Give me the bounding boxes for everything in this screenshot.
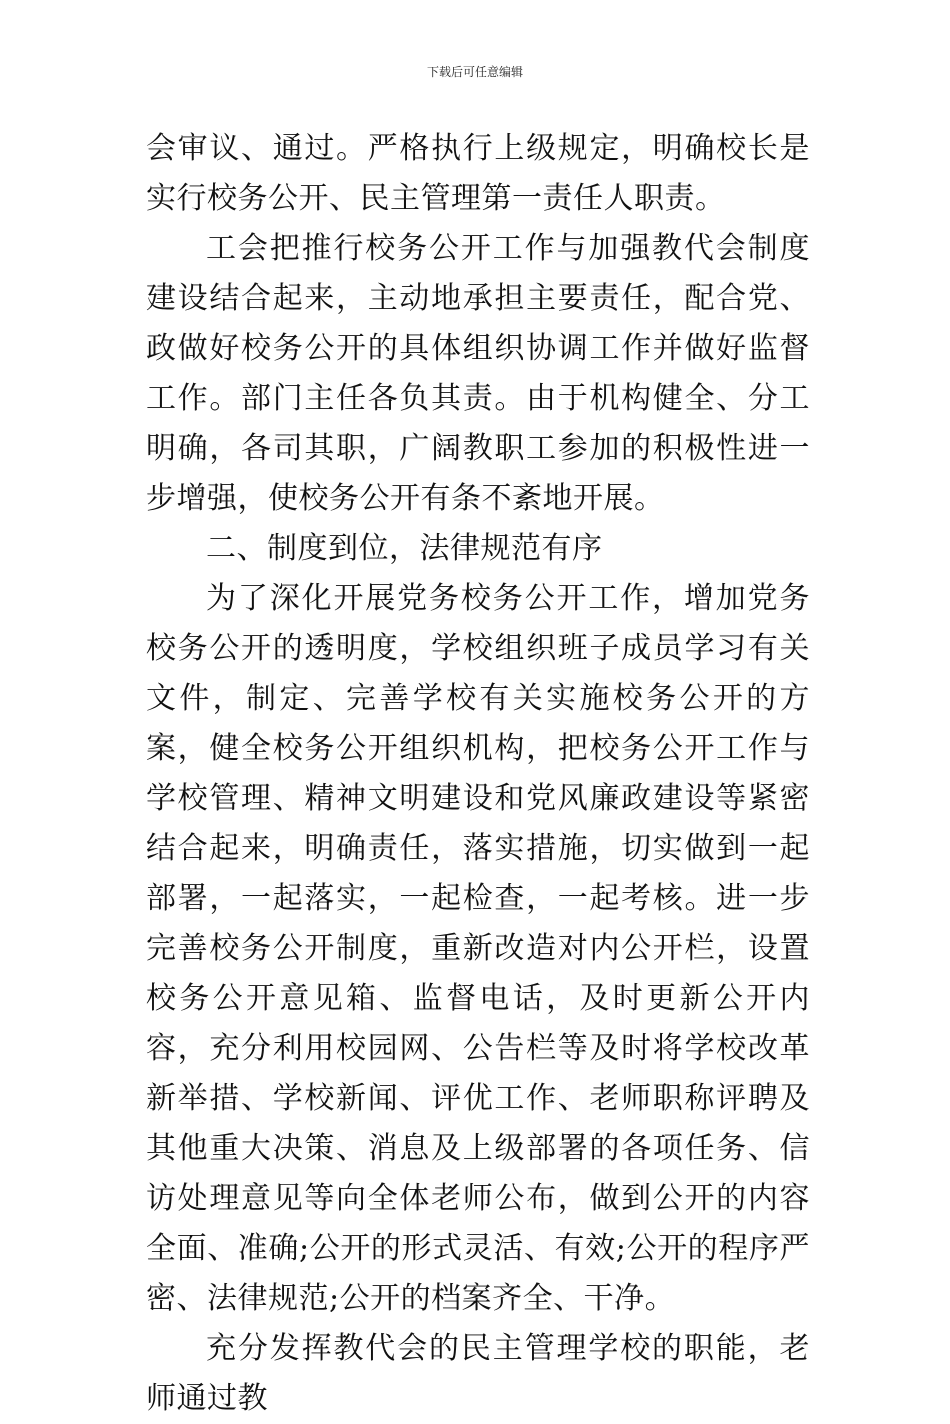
paragraph-staff-congress: 充分发挥教代会的民主管理学校的职能，老师通过教 [146,1331,810,1416]
paragraph-union-role: 工会把推行校务公开工作与加强教代会制度建设结合起来，主动地承担主要责任，配合党、政做好校务公开的具体组织协调工作并做好监督工作。部门主任各负其责。由于机构健全、分工明确，各司其职，广阔教职工参加的积极性进一步增强，使校务公开有条不紊地开展。 [146,231,810,516]
page-header: 下载后可任意编辑 [426,65,523,79]
document-body [146,124,810,1424]
section-heading: 二、制度到位，法律规范有序 [206,531,603,566]
paragraph-system-in-place: 为了深化开展党务校务公开工作，增加党务校务公开的透明度，学校组织班子成员学习有关文件，制定、完善学校有关实施校务公开的方案，健全校务公开组织机构，把校务公开工作与学校管理、精神文明建设和党风廉政建设等紧密结合起来，明确责任，落实措施，切实做到一起部署，一起落实，一起检查，一起考核。进一步完善校务公开制度，重新改造对内公开栏，设置校务公开意见箱、监督电话，及时更新公开内容，充分利用校园网、公告栏等及时将学校改革新举措、学校新闻、评优工作、老师职称评聘及其他重大决策、消息及上级部署的各项任务、信访处理意见等向全体老师公布，做到公开的内容全面、准确;公开的形式灵活、有效;公开的程序严密、法律规范;公开的档案齐全、干净。 [146,581,810,1316]
paragraph-continuation: 会审议、通过。严格执行上级规定，明确校长是实行校务公开、民主管理第一责任人职责。 [146,131,810,216]
